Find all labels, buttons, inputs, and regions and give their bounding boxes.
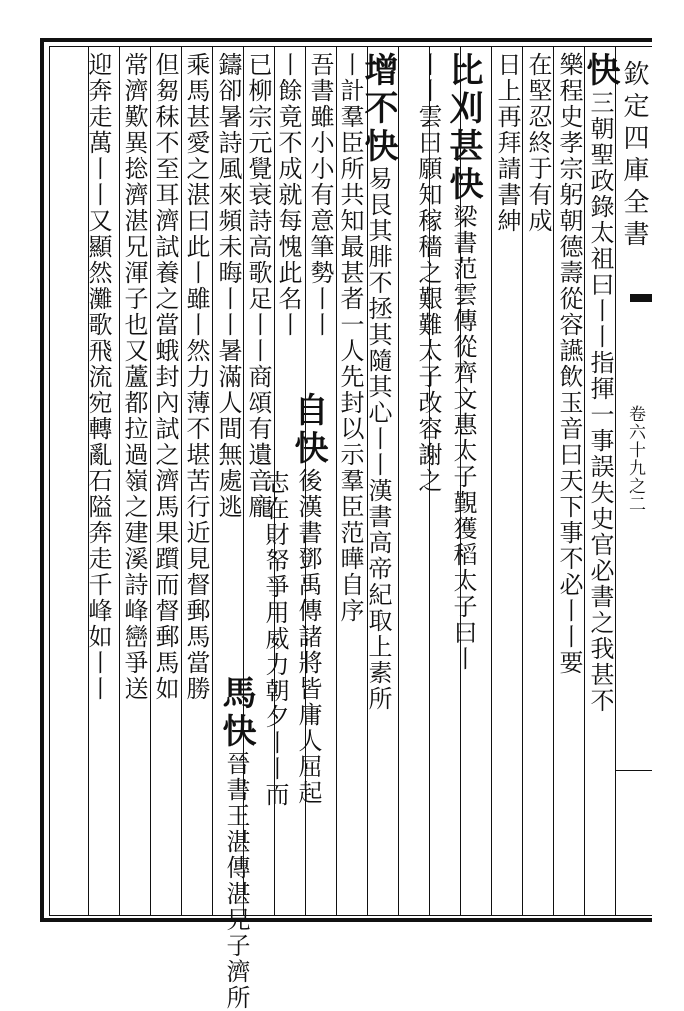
column-text: 丨餘竟不成就每愧此名丨 — [274, 52, 302, 338]
text-column-6 — [410, 52, 446, 494]
column-text: 梁書范雲傳從齊文惠太子覲獲稻太子曰丨 — [449, 204, 477, 672]
column-text: 丨計羣臣所共知最甚者一人先封以示羣臣范曄自序 — [336, 52, 364, 624]
column-text: 志在財帑爭用威力朝夕丨丨而 — [261, 470, 289, 808]
column-rule — [398, 47, 399, 915]
text-column-18 — [116, 52, 152, 702]
margin-divider — [615, 770, 652, 771]
column-text: 晉書王湛傳湛兄子濟所 — [222, 751, 250, 1011]
text-column-5 — [445, 52, 481, 672]
entry-heading: 快 — [580, 52, 620, 90]
text-column-9 — [302, 52, 338, 338]
entry-heading: 馬快 — [216, 675, 256, 751]
margin-volume-text: 卷六十九之二 — [625, 405, 645, 513]
column-text: 已柳宗元覺衰詩高歌足丨丨商頌有遺音龐 — [244, 52, 272, 520]
text-column-2 — [551, 52, 587, 676]
text-column-4 — [489, 52, 525, 234]
text-column-17 — [147, 52, 183, 702]
margin-title-text: 欽定四庫全書 — [619, 60, 649, 252]
column-text: 吾書雖小小有意筆勢丨丨 — [306, 52, 334, 338]
text-column-14 — [210, 52, 246, 520]
column-text: 日上再拜請書紳 — [493, 52, 521, 234]
column-text: 易艮其腓不拯其隨其心丨丨漢書高帝紀取上素所 — [364, 166, 392, 712]
entry-heading: 比刈甚快 — [443, 52, 483, 204]
text-column-16 — [178, 52, 214, 702]
column-text: 常濟歎異捴濟湛兄渾子也又蘆都拉過嶺之建溪詩峰巒爭送 — [120, 52, 148, 702]
column-text: 乘馬甚愛之湛曰此丨雖丨然力薄不堪苦行近見督郵馬當勝 — [182, 52, 210, 702]
column-text: 但芻秣不至耳濟試養之當蛾封內試之濟馬果躓而督郵馬如 — [151, 52, 179, 702]
entry-heading: 自快 — [288, 392, 328, 468]
text-column-12 — [257, 470, 293, 808]
column-text: 樂程史孝宗躬朝德壽從容讌飲玉音曰天下事不必丨丨要 — [555, 52, 583, 676]
column-text: 後漢書鄧禹傳諸將皆庸人屈起 — [294, 468, 322, 806]
text-column-10 — [290, 392, 326, 806]
column-text: 在堅忍終于有成 — [524, 52, 552, 234]
column-text: 迎奔走萬丨丨又顯然灘歌飛流宛轉亂石隘奔走千峰如丨丨 — [84, 52, 112, 702]
margin-volume — [624, 405, 648, 513]
text-column-3 — [520, 52, 556, 234]
column-text: 鑄卻暑詩風來頻未晦丨丨暑滿人間無處逃 — [214, 52, 242, 520]
margin-fishtail-mark — [630, 294, 652, 302]
entry-heading: 增不快 — [358, 52, 398, 166]
column-text: 三朝聖政錄太祖曰丨丨指揮一事誤失史官必書之我甚不 — [586, 90, 614, 714]
column-text: 丨丨雲曰願知稼穡之艱難太子改容謝之 — [414, 52, 442, 494]
text-column-1 — [582, 52, 618, 714]
text-column-19 — [80, 52, 116, 702]
margin-book-title — [617, 60, 651, 252]
